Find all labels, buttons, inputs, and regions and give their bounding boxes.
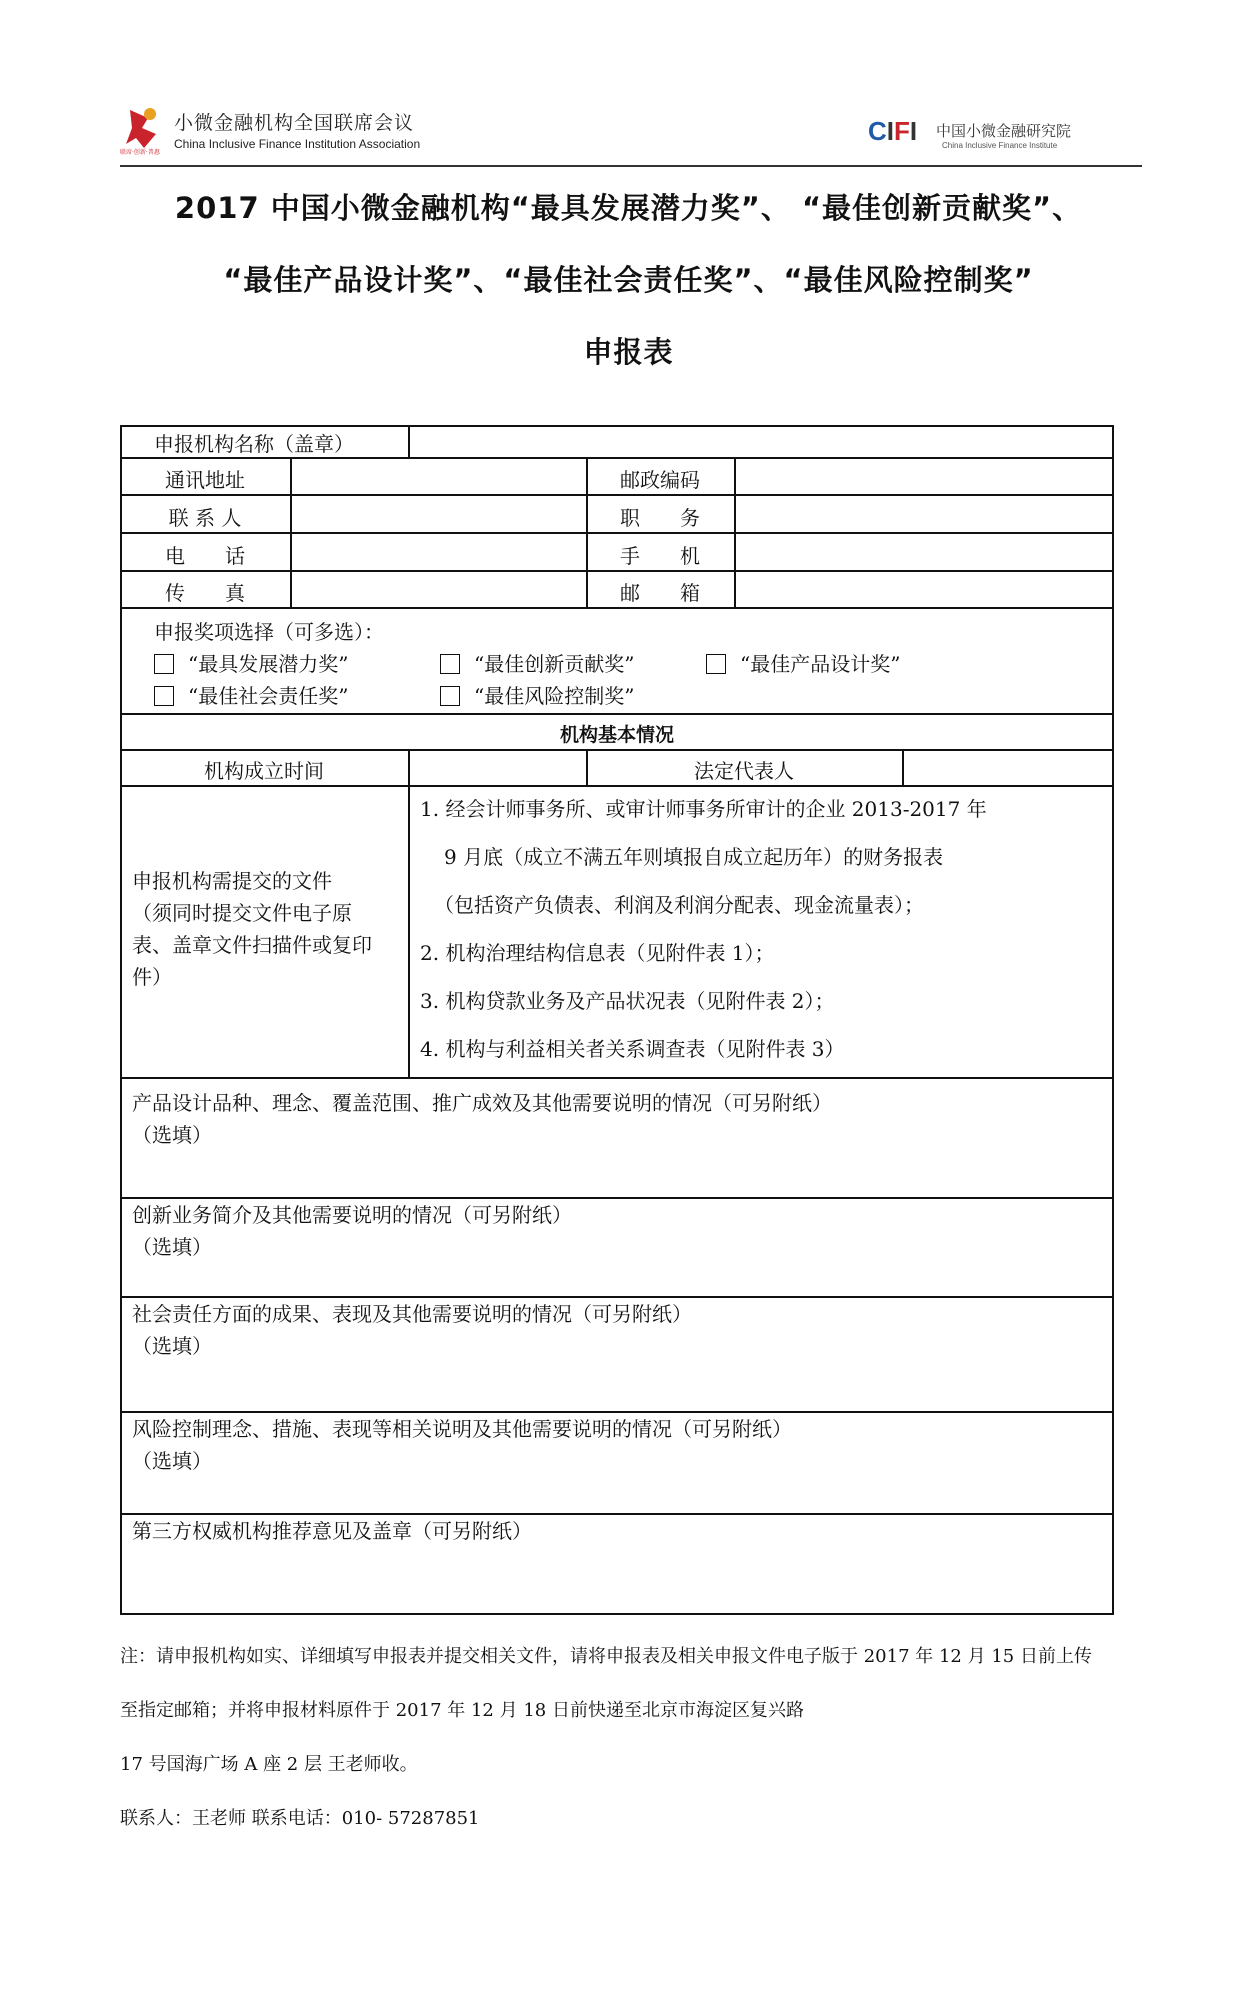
checkbox-icon[interactable] — [440, 654, 460, 674]
association-name-cn: 小微金融机构全国联席会议 — [174, 112, 415, 134]
fax-label: 传 真 — [165, 581, 245, 605]
col-divider — [734, 457, 736, 607]
award-option-product[interactable]: “最佳产品设计奖” — [706, 648, 900, 677]
phone-label: 电 话 — [165, 544, 245, 568]
row-divider — [120, 749, 1114, 751]
form-title-line3: 申报表 — [583, 335, 674, 369]
award-option-social[interactable]: “最佳社会责任奖” — [154, 680, 348, 709]
postcode-label: 邮政编码 — [620, 468, 700, 492]
award-option-potential[interactable]: “最具发展潜力奖” — [154, 648, 348, 677]
checkbox-icon[interactable] — [154, 654, 174, 674]
association-name-en: China Inclusive Finance Institution Association — [174, 137, 421, 151]
row-divider — [120, 494, 1114, 496]
email-field[interactable] — [738, 573, 1108, 605]
association-logo-icon — [120, 104, 166, 156]
checkbox-icon[interactable] — [706, 654, 726, 674]
row-divider — [120, 713, 1114, 715]
legal-rep-label: 法定代表人 — [694, 759, 794, 783]
contact-field[interactable] — [294, 497, 584, 530]
svg-text:联席·创新·普惠: 联席·创新·普惠 — [120, 149, 160, 156]
list-item: 2. 机构治理结构信息表（见附件表 1）； — [420, 941, 775, 965]
org-name-label: 申报机构名称（盖章） — [154, 432, 354, 456]
list-item: 3. 机构贷款业务及产品状况表（见附件表 2）； — [420, 989, 835, 1013]
cifi-logo-icon: CIFI — [868, 116, 918, 146]
col-divider — [408, 785, 410, 1077]
mobile-field[interactable] — [738, 535, 1108, 568]
awards-label: 申报奖项选择（可多选）： — [154, 620, 384, 644]
postcode-field[interactable] — [738, 460, 1108, 492]
founded-label: 机构成立时间 — [204, 759, 324, 783]
header-divider — [120, 165, 1142, 167]
form-title-line2: “最佳产品设计奖”、“最佳社会责任奖”、“最佳风险控制奖” — [223, 263, 1034, 297]
note-line: 至指定邮箱；并将申报材料原件于 2017 年 12 月 18 日前快递至北京市海淀区复兴路 — [120, 1700, 804, 1721]
position-label: 职 务 — [620, 506, 700, 530]
row-divider — [120, 570, 1114, 572]
col-divider — [408, 749, 410, 785]
list-item: 9 月底（成立不满五年则填报自成立起历年）的财务报表 — [444, 845, 944, 869]
risk-control-section[interactable]: 风险控制理念、措施、表现等相关说明及其他需要说明的情况（可另附纸） （选填） — [132, 1417, 792, 1473]
address-label: 通讯地址 — [165, 468, 245, 492]
social-responsibility-section[interactable]: 社会责任方面的成果、表现及其他需要说明的情况（可另附纸） （选填） — [132, 1302, 692, 1358]
list-item: （包括资产负债表、利润及利润分配表、现金流量表）； — [434, 893, 924, 917]
founded-field[interactable] — [412, 752, 584, 783]
col-divider — [290, 457, 292, 607]
checkbox-icon[interactable] — [440, 686, 460, 706]
col-divider — [902, 749, 904, 785]
fax-field[interactable] — [294, 573, 584, 605]
institute-logo-block — [868, 116, 1148, 156]
docs-label: 申报机构需提交的文件 （须同时提交文件电子原 表、盖章文件扫描件或复印 件） — [132, 869, 372, 989]
address-field[interactable] — [294, 460, 584, 492]
contact-label: 联 系 人 — [168, 506, 242, 530]
institute-name-en: China Inclusive Finance Institute — [942, 141, 1058, 150]
row-divider — [120, 785, 1114, 787]
row-divider — [120, 1077, 1114, 1079]
note-line: 17 号国海广场 A 座 2 层 王老师收。 — [120, 1754, 418, 1775]
contact-info: 联系人：王老师 联系电话：010- 57287851 — [120, 1808, 480, 1829]
application-form-table — [120, 425, 1114, 1615]
note-line: 注：请申报机构如实、详细填写申报表并提交相关文件，请将申报表及相关申报文件电子版于 2017 年 12 月 15 日前上传 — [120, 1646, 1092, 1667]
mobile-label: 手 机 — [620, 544, 700, 568]
product-design-section[interactable]: 产品设计品种、理念、覆盖范围、推广成效及其他需要说明的情况（可另附纸） （选填） — [132, 1091, 832, 1147]
list-item: 1. 经会计师事务所、或审计师事务所审计的企业 2013-2017 年 — [420, 797, 987, 821]
award-option-risk[interactable]: “最佳风险控制奖” — [440, 680, 634, 709]
row-divider — [120, 607, 1114, 609]
third-party-section[interactable]: 第三方权威机构推荐意见及盖章（可另附纸） — [132, 1519, 532, 1543]
basic-info-header: 机构基本情况 — [559, 724, 674, 746]
docs-list — [420, 793, 1110, 1073]
form-title-line1: 2017 中国小微金融机构“最具发展潜力奖”、 “最佳创新贡献奖”、 — [174, 191, 1083, 225]
row-divider — [120, 532, 1114, 534]
email-label: 邮 箱 — [620, 581, 700, 605]
legal-rep-field[interactable] — [906, 752, 1108, 783]
association-logo-block — [120, 104, 540, 164]
phone-field[interactable] — [294, 535, 584, 568]
innovation-section[interactable]: 创新业务简介及其他需要说明的情况（可另附纸） （选填） — [132, 1203, 572, 1259]
list-item: 4. 机构与利益相关者关系调查表（见附件表 3） — [420, 1037, 845, 1061]
institute-name-cn: 中国小微金融研究院 — [936, 123, 1072, 140]
col-divider — [408, 425, 410, 457]
row-divider — [120, 457, 1114, 459]
position-field[interactable] — [738, 497, 1108, 530]
award-option-innovation[interactable]: “最佳创新贡献奖” — [440, 648, 634, 677]
checkbox-icon[interactable] — [154, 686, 174, 706]
org-name-field[interactable] — [412, 427, 1108, 455]
